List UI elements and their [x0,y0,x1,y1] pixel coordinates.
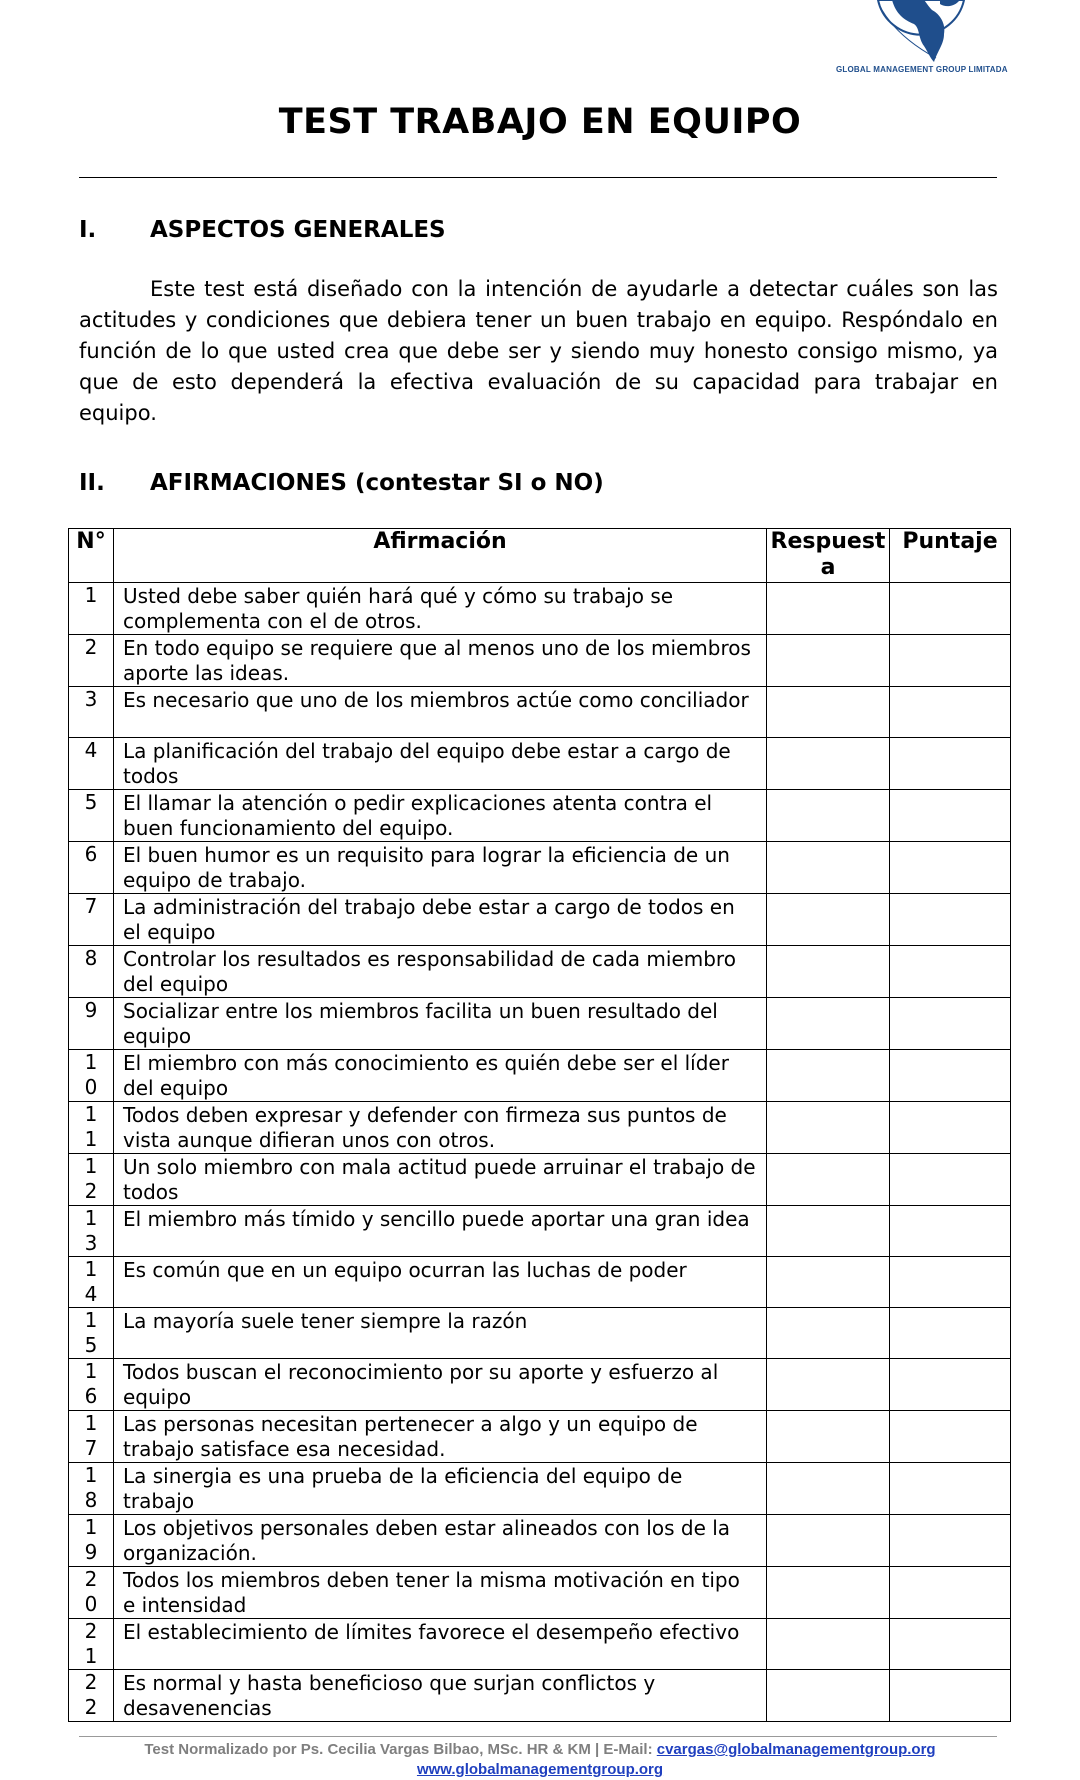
answer-cell[interactable] [767,1515,890,1567]
answer-cell[interactable] [767,687,890,738]
score-cell[interactable] [890,790,1011,842]
answer-cell[interactable] [767,1257,890,1308]
answer-cell[interactable] [767,998,890,1050]
row-number: 12 [69,1154,114,1206]
row-statement: El buen humor es un requisito para lograr la eficiencia de un equipo de trabajo. [114,842,767,894]
table-row [69,1670,1011,1722]
section-label: ASPECTOS GENERALES [150,217,446,243]
table-row [69,1411,1011,1463]
row-statement: Usted debe saber quién hará qué y cómo su trabajo se complementa con el de otros. [114,583,767,635]
row-number: 11 [69,1102,114,1154]
row-number: 8 [69,946,114,998]
table-row [69,1102,1011,1154]
statements-table [68,528,1011,1722]
row-number: 16 [69,1359,114,1411]
row-number: 17 [69,1411,114,1463]
score-cell[interactable] [890,1619,1011,1670]
row-statement: Todos deben expresar y defender con firmeza sus puntos de vista aunque difieran unos con otros. [114,1102,767,1154]
table-row [69,1515,1011,1567]
table-row [69,1308,1011,1359]
row-statement: El miembro más tímido y sencillo puede aportar una gran idea [114,1206,767,1257]
row-number: 9 [69,998,114,1050]
answer-cell[interactable] [767,894,890,946]
intro-text: Este test está diseñado con la intención de ayudarle a detectar cuáles son las actitudes y condiciones que debiera tener un buen trabajo en equipo. Respóndalo en función de lo que usted crea que debe ser y siendo muy honesto consigo mismo, ya que de esto dependerá la efectiva evaluación de su capacidad para trabajar en equipo. [79,277,998,425]
score-cell[interactable] [890,998,1011,1050]
table-row [69,1619,1011,1670]
table-row [69,998,1011,1050]
row-statement: Todos buscan el reconocimiento por su aporte y esfuerzo al equipo [114,1359,767,1411]
score-cell[interactable] [890,738,1011,790]
table-row [69,738,1011,790]
score-cell[interactable] [890,1206,1011,1257]
logo-text: GLOBAL MANAGEMENT GROUP LIMITADA [836,65,1008,74]
footer-credit: Test Normalizado por Ps. Cecilia Vargas Bilbao, MSc. HR & KM | E-Mail: [144,1741,657,1758]
row-number: 18 [69,1463,114,1515]
row-statement: La sinergia es una prueba de la eficiencia del equipo de trabajo [114,1463,767,1515]
table-row [69,842,1011,894]
answer-cell[interactable] [767,1359,890,1411]
section-heading-statements [79,470,604,496]
answer-cell[interactable] [767,1154,890,1206]
footer-website-link[interactable]: www.globalmanagementgroup.org [416,1761,664,1778]
table-row [69,1567,1011,1619]
row-statement: Las personas necesitan pertenecer a algo y un equipo de trabajo satisface esa necesidad. [114,1411,767,1463]
row-number: 20 [69,1567,114,1619]
table-row [69,1257,1011,1308]
score-cell[interactable] [890,1257,1011,1308]
row-statement: Es necesario que uno de los miembros actúe como conciliador [114,687,767,738]
row-number: 22 [69,1670,114,1722]
row-statement: La administración del trabajo debe estar a cargo de todos en el equipo [114,894,767,946]
table-row [69,1463,1011,1515]
page-title: TEST TRABAJO EN EQUIPO [278,102,802,142]
row-number: 2 [69,635,114,687]
company-logo [836,0,1006,80]
score-cell[interactable] [890,894,1011,946]
answer-cell[interactable] [767,1102,890,1154]
intro-paragraph [79,274,998,429]
answer-cell[interactable] [767,946,890,998]
answer-cell[interactable] [767,1308,890,1359]
row-number: 15 [69,1308,114,1359]
table-row [69,1154,1011,1206]
score-cell[interactable] [890,1308,1011,1359]
table-row [69,687,1011,738]
score-cell[interactable] [890,1463,1011,1515]
row-number: 21 [69,1619,114,1670]
page-footer [0,1740,1080,1780]
score-cell[interactable] [890,1670,1011,1722]
row-statement: La mayoría suele tener siempre la razón [114,1308,767,1359]
answer-cell[interactable] [767,1411,890,1463]
row-number: 4 [69,738,114,790]
table-row [69,635,1011,687]
table-row [69,1359,1011,1411]
answer-cell[interactable] [767,1567,890,1619]
score-cell[interactable] [890,1359,1011,1411]
score-cell[interactable] [890,583,1011,635]
row-statement: El establecimiento de límites favorece el desempeño efectivo [114,1619,767,1670]
footer-email-link[interactable]: cvargas@globalmanagementgroup.org [656,1741,936,1758]
table-row [69,1050,1011,1102]
section-number: I. [79,217,97,243]
header-statement: Afirmación [114,529,767,583]
answer-cell[interactable] [767,1206,890,1257]
answer-cell[interactable] [767,738,890,790]
score-cell[interactable] [890,842,1011,894]
title-divider [79,177,997,178]
answer-cell[interactable] [767,1050,890,1102]
row-statement: Controlar los resultados es responsabilidad de cada miembro del equipo [114,946,767,998]
row-number: 10 [69,1050,114,1102]
score-cell[interactable] [890,1050,1011,1102]
row-statement: Es común que en un equipo ocurran las luchas de poder [114,1257,767,1308]
score-cell[interactable] [890,1154,1011,1206]
header-answer: Respuesta [767,529,890,583]
table-row [69,790,1011,842]
answer-cell[interactable] [767,1619,890,1670]
row-number: 5 [69,790,114,842]
answer-cell[interactable] [767,635,890,687]
row-number: 3 [69,687,114,738]
row-statement: El miembro con más conocimiento es quién debe ser el líder del equipo [114,1050,767,1102]
table-row [69,1206,1011,1257]
row-number: 14 [69,1257,114,1308]
answer-cell[interactable] [767,842,890,894]
row-number: 19 [69,1515,114,1567]
section-label: AFIRMACIONES (contestar SI o NO) [150,470,604,496]
row-statement: El llamar la atención o pedir explicaciones atenta contra el buen funcionamiento del equipo. [114,790,767,842]
row-statement: Socializar entre los miembros facilita un buen resultado del equipo [114,998,767,1050]
row-statement: En todo equipo se requiere que al menos uno de los miembros aporte las ideas. [114,635,767,687]
row-number: 7 [69,894,114,946]
score-cell[interactable] [890,1567,1011,1619]
footer-line [0,1740,1080,1760]
footer-divider [79,1736,997,1737]
row-statement: Todos los miembros deben tener la misma motivación en tipo e intensidad [114,1567,767,1619]
globe-icon [874,0,968,66]
table-body [69,583,1011,1722]
score-cell[interactable] [890,1411,1011,1463]
section-number: II. [79,470,105,496]
score-cell[interactable] [890,946,1011,998]
table-row [69,946,1011,998]
score-cell[interactable] [890,687,1011,738]
row-number: 6 [69,842,114,894]
row-number: 13 [69,1206,114,1257]
section-heading-general [79,217,446,243]
row-number: 1 [69,583,114,635]
answer-cell[interactable] [767,583,890,635]
row-statement: Es normal y hasta beneficioso que surjan conflictos y desavenencias [114,1670,767,1722]
table-row [69,894,1011,946]
table-header-row [69,529,1011,583]
answer-cell[interactable] [767,790,890,842]
score-cell[interactable] [890,1515,1011,1567]
header-number: N° [69,529,114,583]
answer-cell[interactable] [767,1670,890,1722]
table-row [69,583,1011,635]
answer-cell[interactable] [767,1463,890,1515]
score-cell[interactable] [890,1102,1011,1154]
header-score: Puntaje [890,529,1011,583]
row-statement: La planificación del trabajo del equipo debe estar a cargo de todos [114,738,767,790]
row-statement: Los objetivos personales deben estar alineados con los de la organización. [114,1515,767,1567]
score-cell[interactable] [890,635,1011,687]
row-statement: Un solo miembro con mala actitud puede arruinar el trabajo de todos [114,1154,767,1206]
